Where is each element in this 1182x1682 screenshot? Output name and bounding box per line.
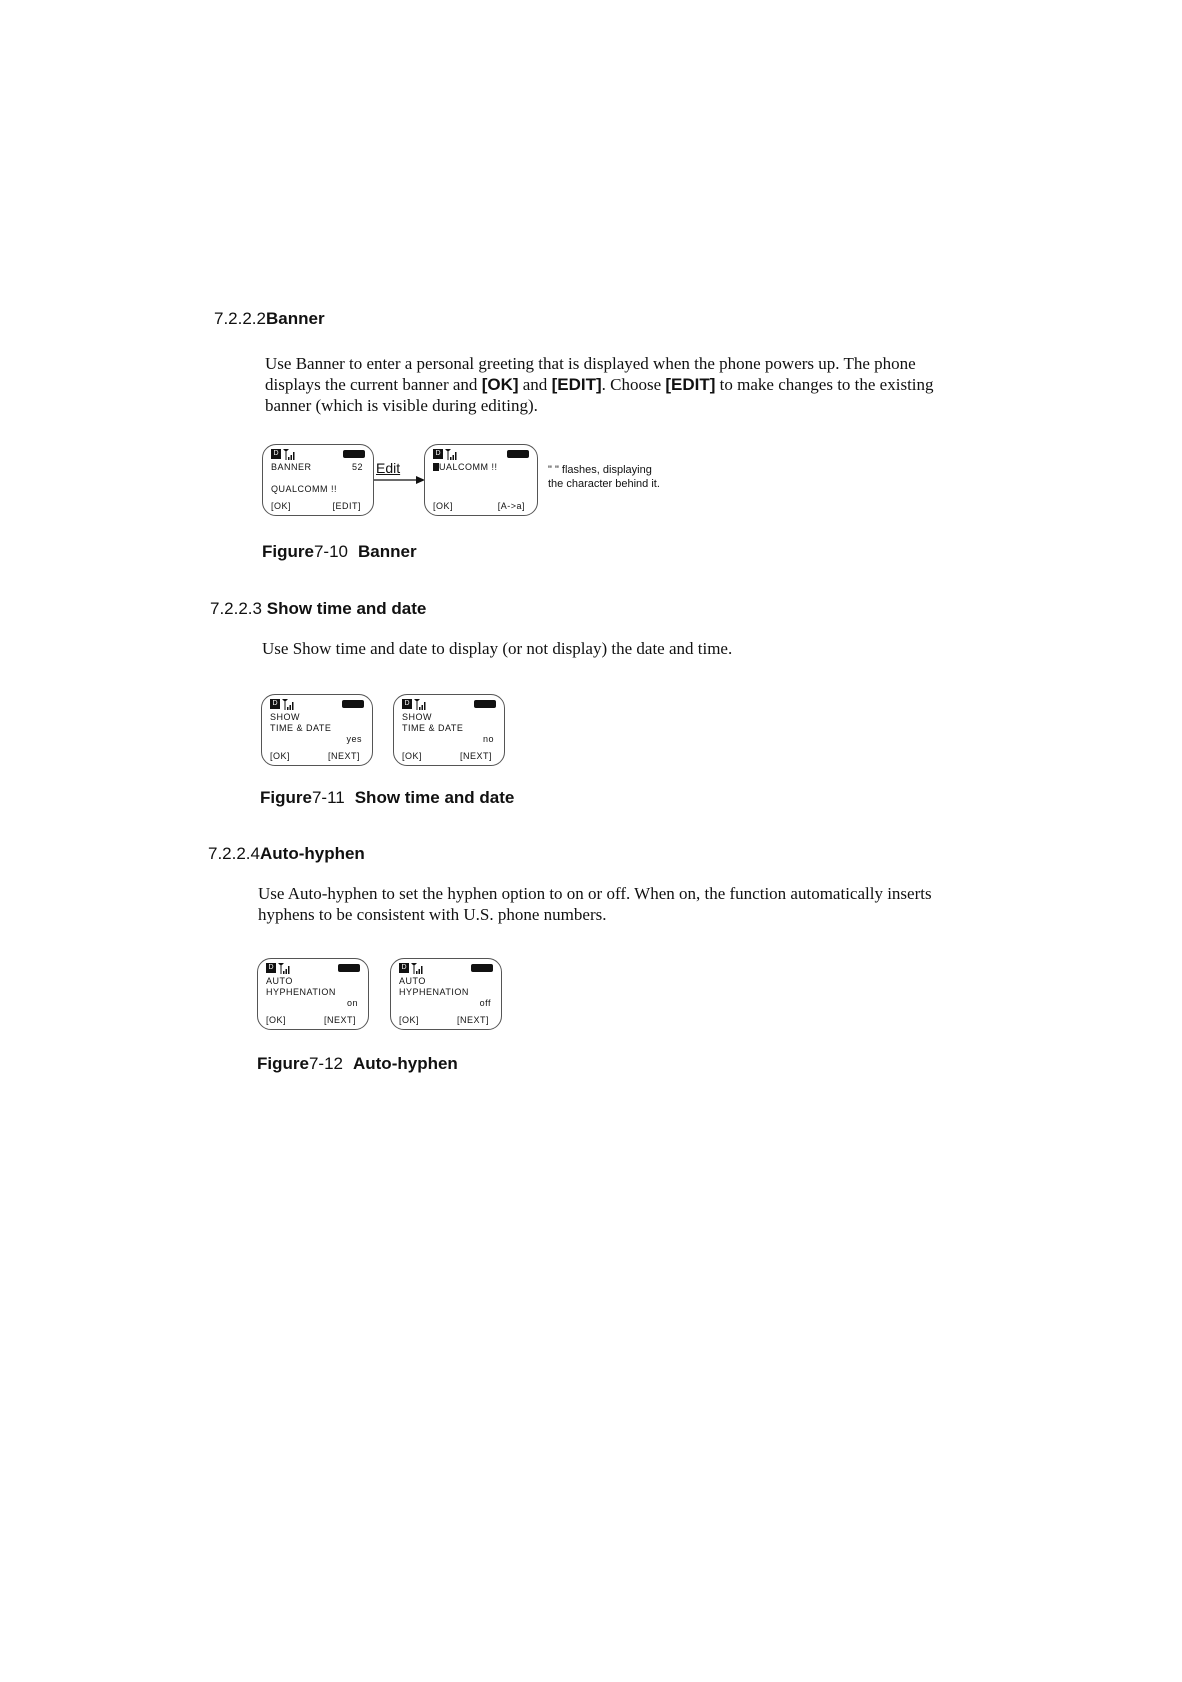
screen-line-1: AUTO xyxy=(266,976,293,986)
softkey-ok[interactable]: [OK] xyxy=(402,751,423,761)
banner-paragraph xyxy=(265,353,1005,416)
phone-screen-auto-hyphen-on xyxy=(257,958,369,1030)
show-time-paragraph: Use Show time and date to display (or not display) the date and time. xyxy=(262,639,733,658)
signal-strength-icon xyxy=(445,449,457,460)
screen-value: on xyxy=(346,998,358,1008)
softkey-next[interactable]: [NEXT] xyxy=(327,751,360,761)
softkeys xyxy=(399,1015,493,1026)
battery-icon xyxy=(507,450,529,458)
section-title: Banner xyxy=(266,309,325,328)
screen-value: off xyxy=(479,998,491,1008)
softkeys xyxy=(266,1015,360,1026)
phone-screen-auto-hyphen-off xyxy=(390,958,502,1030)
softkeys xyxy=(270,751,364,762)
phone-screen-show-time-yes xyxy=(261,694,373,766)
section-heading-auto-hyphen: 7.2.2.4Auto-hyphen xyxy=(208,844,365,863)
phone-screen-show-time-no xyxy=(393,694,505,766)
softkey-next[interactable]: [NEXT] xyxy=(459,751,492,761)
digital-mode-icon: D xyxy=(271,449,281,459)
softkey-case[interactable]: [A->a] xyxy=(497,501,525,511)
signal-strength-icon xyxy=(414,699,426,710)
screen-line-1: SHOW xyxy=(402,712,432,722)
digital-mode-icon: D xyxy=(433,449,443,459)
softkey-next[interactable]: [NEXT] xyxy=(456,1015,489,1025)
figure-caption-7-11: Figure7-11 Show time and date xyxy=(260,788,515,807)
status-bar xyxy=(266,962,362,976)
signal-strength-icon xyxy=(278,963,290,974)
digital-mode-icon: D xyxy=(270,699,280,709)
screen-line-2: TIME & DATE xyxy=(402,723,464,733)
status-bar xyxy=(433,448,531,462)
battery-icon xyxy=(338,964,360,972)
section-number: 7.2.2.2 xyxy=(214,309,266,328)
screen-line-2 xyxy=(271,473,367,484)
figure-caption-7-12: Figure7-12 Auto-hyphen xyxy=(257,1054,458,1073)
signal-strength-icon xyxy=(411,963,423,974)
screen-line-2: TIME & DATE xyxy=(270,723,332,733)
battery-icon xyxy=(474,700,496,708)
softkey-next[interactable]: [NEXT] xyxy=(323,1015,356,1025)
banner-paragraph-line-1: Use Banner to enter a personal greeting that is displayed when the phone powers up. The phone xyxy=(265,354,916,373)
softkey-ok[interactable]: [OK] xyxy=(433,501,454,511)
arrow-right-icon xyxy=(374,474,426,484)
cursor-note-line-2: the character behind it. xyxy=(548,478,660,490)
screen-value: no xyxy=(482,734,494,744)
battery-icon xyxy=(343,450,365,458)
cursor-note-line-1: " " flashes, displaying xyxy=(548,464,652,476)
screen-line-2: HYPHENATION xyxy=(399,987,469,997)
cursor-note xyxy=(548,463,660,491)
status-bar xyxy=(399,962,495,976)
softkeys xyxy=(271,501,365,512)
auto-hyphen-paragraph-line-2: hyphens to be consistent with U.S. phone numbers. xyxy=(258,905,607,924)
screen-line-1: SHOW xyxy=(270,712,300,722)
softkey-edit[interactable]: [EDIT] xyxy=(332,501,361,511)
signal-strength-icon xyxy=(283,449,295,460)
phone-screen-banner xyxy=(262,444,374,516)
phone-screen-banner-edit xyxy=(424,444,538,516)
digital-mode-icon: D xyxy=(266,963,276,973)
status-bar xyxy=(402,698,498,712)
softkey-ok[interactable]: [OK] xyxy=(399,1015,420,1025)
section-heading-show-time: 7.2.2.3 Show time and date xyxy=(210,599,427,618)
softkeys xyxy=(402,751,496,762)
auto-hyphen-paragraph xyxy=(258,883,1008,925)
softkey-ok[interactable]: [OK] xyxy=(271,501,292,511)
screen-line-3: QUALCOMM !! xyxy=(271,484,338,494)
softkey-ok[interactable]: [OK] xyxy=(270,751,291,761)
screen-line-1: UALCOMM !! xyxy=(433,462,531,473)
softkeys xyxy=(433,501,529,512)
banner-paragraph-line-3: banner (which is visible during editing). xyxy=(265,396,538,415)
figure-caption-7-10: Figure7-10 Banner xyxy=(262,542,417,561)
screen-value: yes xyxy=(346,734,362,744)
status-bar xyxy=(270,698,366,712)
battery-icon xyxy=(471,964,493,972)
screen-line-1: BANNER 52 xyxy=(271,462,363,472)
edit-label: Edit xyxy=(376,460,401,476)
auto-hyphen-paragraph-line-1: Use Auto-hyphen to set the hyphen option to on or off. When on, the function automatically inserts xyxy=(258,884,932,903)
section-heading-banner xyxy=(214,309,325,329)
status-bar xyxy=(271,448,367,462)
screen-line-1: AUTO xyxy=(399,976,426,986)
digital-mode-icon: D xyxy=(399,963,409,973)
banner-paragraph-line-2: displays the current banner and [OK] and [EDIT]. Choose [EDIT] to make changes to the existing xyxy=(265,375,934,394)
softkey-ok[interactable]: [OK] xyxy=(266,1015,287,1025)
digital-mode-icon: D xyxy=(402,699,412,709)
battery-icon xyxy=(342,700,364,708)
screen-line-2: HYPHENATION xyxy=(266,987,336,997)
signal-strength-icon xyxy=(282,699,294,710)
